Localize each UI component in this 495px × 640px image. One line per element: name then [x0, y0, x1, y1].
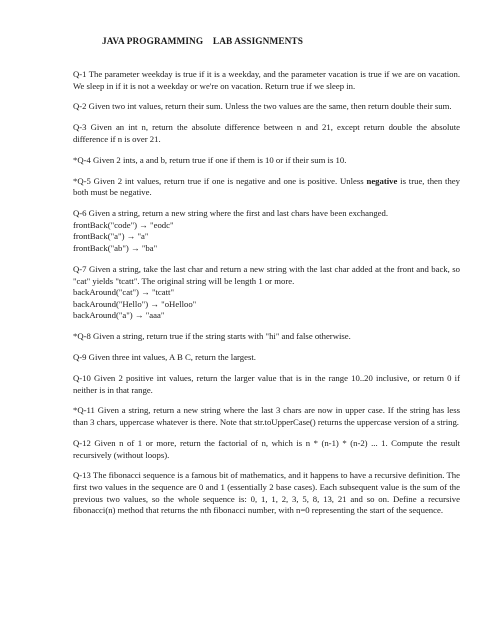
question-7-example-1: backAround("cat") → "tcatt" — [73, 287, 175, 298]
question-1: Q-1 The parameter weekday is true if it is a weekday, and the parameter vacation is true if we are on vacation. We sleep in if it is not a weekday or we're on vacation. Return true if we sleep in. — [73, 69, 460, 91]
question-3: Q-3 Given an int n, return the absolute difference between n and 21, except return double the absolute difference if n is over 21. — [73, 122, 460, 144]
assignment-list — [73, 69, 460, 526]
question-7-text: Q-7 Given a string, take the last char and return a new string with the last char added at the front and back, so "cat" yields "tcatt". The original string will be length 1 or more. — [73, 263, 460, 286]
question-5-text-before: *Q-5 Given 2 int values, return true if one is negative and one is positive. Unless — [73, 175, 367, 186]
document-title: JAVA PROGRAMMING LAB ASSIGNMENTS — [102, 37, 304, 47]
question-5-text-after: is true, then they both must be negative. — [73, 175, 461, 198]
question-12: Q-12 Given n of 1 or more, return the factorial of n, which is n * (n-1) * (n-2) ... 1. Compute the result recursively (without loops). — [73, 437, 460, 460]
question-6-example-1: frontBack("code") → "eodc" — [73, 219, 174, 230]
question-6-text: Q-6 Given a string, return a new string where the first and last chars have been exchanged. — [73, 208, 389, 219]
question-10: Q-10 Given 2 positive int values, return the larger value that is in the range 10..20 inclusive, or return 0 if neither is in that range. — [73, 372, 460, 395]
question-13: Q-13 The fibonacci sequence is a famous bit of mathematics, and it happens to have a recursive definition. The first two values in the sequence are 0 and 1 (essentially 2 base cases). Each subsequent value is the sum of the previous two values, so the whole sequence is: 0, 1, 1, 2, 3, 5, 8, 13, 21 and so on. Define a recursive fibonacci(n) method that returns the nth fibonacci number, with n=0 representing the start of the sequence. — [73, 470, 460, 516]
question-6 — [73, 208, 460, 254]
question-2: Q-2 Given two int values, return their sum. Unless the two values are the same, then return double their sum. — [73, 101, 452, 112]
question-7-example-2: backAround("Hello") → "oHelloo" — [73, 298, 197, 309]
question-11: *Q-11 Given a string, return a new string where the last 3 chars are now in upper case. If the string has less than 3 chars, uppercase whatever is there. Note that str.toUpperCase() returns the uppercase version of a string. — [73, 405, 460, 428]
question-5-keyword: negative — [366, 175, 398, 186]
question-7-example-3: backAround("a") → "aaa" — [73, 310, 165, 321]
question-8: *Q-8 Given a string, return true if the string starts with "hi" and false otherwise. — [73, 331, 351, 342]
question-6-example-3: frontBack("ab") → "ba" — [73, 243, 158, 254]
question-5 — [73, 176, 460, 199]
question-6-example-2: frontBack("a") → "a" — [73, 231, 149, 242]
question-7 — [73, 264, 460, 322]
question-9: Q-9 Given three int values, A B C, return the largest. — [73, 352, 256, 363]
question-4: *Q-4 Given 2 ints, a and b, return true if one if them is 10 or if their sum is 10. — [73, 154, 347, 165]
